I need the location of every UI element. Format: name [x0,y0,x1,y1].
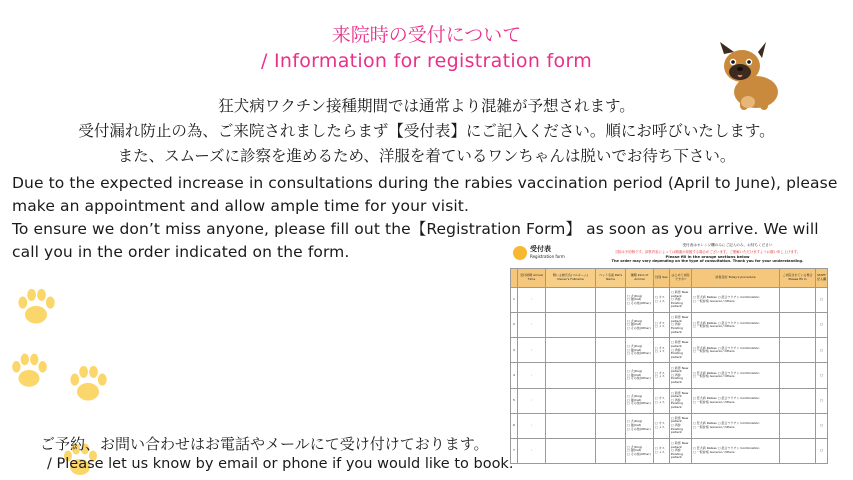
form-cell [596,363,626,388]
form-cell: 4 [511,363,518,388]
form-option: □ メス [655,449,665,454]
form-option: □ 猫(Cat) [627,297,642,302]
form-cell [780,438,816,463]
form-option: □ 狂犬病 Rabies □ 混合ワクチン Combination [693,396,760,401]
jp-notice-line-3: また、スムーズに診察を進めるため、洋服を着ているワンちゃんは脱いでお待ち下さい。 [117,147,736,165]
form-cell [692,313,780,338]
form-option: □ 狂犬病 Rabies □ 混合ワクチン Combination [693,421,760,426]
form-cell [546,438,596,463]
form-cell: □ [816,388,828,413]
form-cell [670,438,692,463]
form-option: □ メス [655,374,665,379]
form-row [511,288,828,313]
footer-japanese: ご予約、お問い合わせはお電話やメールにて受け付けております。 [40,435,489,453]
form-cell [670,413,692,438]
form-option: □ 一般診察 General / Others [693,374,735,379]
form-cell: : [518,388,546,413]
form-cell [692,388,780,413]
form-option: □ 新患 New patient [671,415,689,424]
form-option: □ 再診 Existing patient [671,322,683,334]
form-option: □ 新患 New patient [671,390,689,399]
form-cell: : [518,288,546,313]
form-option: □ その他(Other) [627,401,651,406]
form-cell [692,338,780,363]
form-row [511,313,828,338]
form-cell [626,313,654,338]
form-option: □ 狂犬病 Rabies □ 混合ワクチン Combination [693,345,760,350]
form-cell: □ [816,313,828,338]
form-cell [692,363,780,388]
form-option: □ 狂犬病 Rabies □ 混合ワクチン Combination [693,370,760,375]
form-cell [654,438,670,463]
form-cell [670,288,692,313]
form-header-3: ペット名前 Pet's Name [596,269,626,288]
form-row [511,438,828,463]
form-option: □ メス [655,399,665,404]
form-cell: □ [816,438,828,463]
form-option: □ 猫(Cat) [627,372,642,377]
form-option: □ 猫(Cat) [627,322,642,327]
form-option: □ 再診 Existing patient [671,372,683,384]
form-option: □ 一般診察 General / Others [693,424,735,429]
form-option: □ その他(Other) [627,351,651,356]
form-cell: : [518,438,546,463]
form-option: □ 再診 Existing patient [671,297,683,309]
form-option: □ 再診 Existing patient [671,448,683,460]
form-option: □ オス [655,370,665,375]
form-header-5: 性別 Sex [654,269,670,288]
form-option: □ 一般診察 General / Others [693,349,735,354]
form-cell [546,388,596,413]
form-option: □ 新患 New patient [671,290,689,298]
form-title: 受付表 [530,245,551,253]
form-cell [780,313,816,338]
form-header-2: 飼い主様氏名(フルネーム) Owner's Fullname [546,269,596,288]
form-option: □ メス [655,424,665,429]
form-cell: 5 [511,388,518,413]
form-option: □ 狂犬病 Rabies □ 混合ワクチン Combination [693,295,760,300]
form-cell [692,438,780,463]
form-cell: : [518,413,546,438]
form-cell [654,288,670,313]
jp-notice-line-2: 受付漏れ防止の為、ご来院されましたらまず【受付表】にご記入ください。順にお呼びいたします。 [78,122,775,140]
en-notice-paragraph-1: Due to the expected increase in consultations during the rabies vaccination period (April to June), please make an appointment and allow ample time for your visit. [12,174,838,215]
paw-print-icon [66,362,110,406]
form-cell: 7 [511,438,518,463]
clinic-logo-icon [513,246,527,260]
form-option: □ オス [655,446,665,451]
form-option: □ 猫(Cat) [627,347,642,352]
paw-print-icon [14,285,58,329]
form-cell [596,338,626,363]
form-option: □ 狂犬病 Rabies □ 混合ワクチン Combination [693,446,760,451]
form-cell [546,338,596,363]
form-cell: 1 [511,288,518,313]
form-cell: □ [816,413,828,438]
form-cell [670,338,692,363]
form-row [511,338,828,363]
form-option: □ 犬(Dog) [627,369,643,374]
form-cell [626,438,654,463]
form-option: □ メス [655,349,665,354]
form-cell [692,288,780,313]
form-cell [692,413,780,438]
form-cell [596,288,626,313]
form-option: □ その他(Other) [627,376,651,381]
form-row [511,363,828,388]
form-cell [546,313,596,338]
form-option: □ 新患 New patient [671,315,689,323]
form-header-6: はじめて来院ですか? [670,269,692,288]
form-option: □ 犬(Dog) [627,444,643,449]
form-cell [780,288,816,313]
form-cell [670,313,692,338]
form-cell [626,413,654,438]
form-cell [546,288,596,313]
form-option: □ 狂犬病 Rabies □ 混合ワクチン Combination [693,320,760,325]
form-cell [596,413,626,438]
form-cell: 2 [511,313,518,338]
form-cell [670,388,692,413]
form-header-9: STAFF 記入欄 [816,269,828,288]
paw-print-icon [8,350,50,392]
form-option: □ メス [655,324,665,329]
form-option: □ 新患 New patient [671,340,689,348]
en-notice-paragraph-2: To ensure we don’t miss anyone, please fill out the【Registration Form】 as soon as you arrive. We will call you in the order indicated on the form. [12,220,819,261]
form-cell: 3 [511,338,518,363]
form-cell [626,388,654,413]
form-header-1: 受付時間 Arrival Time [518,269,546,288]
form-note-en-1: Please fill in the orange sections below [665,254,750,259]
form-option: □ オス [655,320,665,325]
form-cell [654,338,670,363]
form-cell [596,438,626,463]
form-option: □ 再診 Existing patient [671,422,683,435]
form-option: □ 犬(Dog) [627,293,643,298]
jp-notice-line-1: 狂犬病ワクチン接種期間では通常より混雑が予想されます。 [218,97,635,115]
form-header-4: 種類 Kind of Animal [626,269,654,288]
form-cell [626,363,654,388]
form-cell [626,338,654,363]
form-note-en-2: The order may vary depending on the type of consultation. Thank you for your understanding. [611,259,804,263]
form-cell: □ [816,288,828,313]
form-option: □ その他(Other) [627,451,651,456]
form-header-7: 診察目的 Today's procedure [692,269,780,288]
form-option: □ 再診 Existing patient [671,347,683,359]
form-row [511,388,828,413]
footer-english: / Please let us know by email or phone if you would like to book. [47,456,514,472]
form-cell: □ [816,338,828,363]
form-cell: : [518,313,546,338]
form-cell [546,363,596,388]
form-cell [596,388,626,413]
form-cell: : [518,338,546,363]
form-option: □ 猫(Cat) [627,397,642,402]
form-option: □ オス [655,345,665,350]
form-cell [626,288,654,313]
form-cell [654,363,670,388]
form-cell [780,338,816,363]
form-option: □ その他(Other) [627,326,651,330]
form-option: □ 再診 Existing patient [671,397,683,410]
form-option: □ 猫(Cat) [627,448,642,453]
form-option: □ オス [655,396,665,401]
form-header-8: ご来院されている場合 Please fill in [780,269,816,288]
form-cell [596,313,626,338]
form-option: □ 猫(Cat) [627,422,642,427]
form-option: □ 一般診察 General / Others [693,449,735,454]
form-cell [780,413,816,438]
form-note-jp: 受付表はオレンジ欄のみにご記入のみ、お待ちください [682,243,773,247]
form-cell: 6 [511,413,518,438]
form-cell [654,413,670,438]
form-cell: : [518,363,546,388]
form-option: □ オス [655,295,665,300]
form-option: □ 一般診察 General / Others [693,299,735,304]
form-cell [780,388,816,413]
form-option: □ その他(Other) [627,426,651,431]
form-option: □ その他(Other) [627,300,651,305]
title-japanese: 来院時の受付について [331,24,522,46]
form-option: □ 犬(Dog) [627,318,643,323]
registration-form-table [510,268,828,464]
form-option: □ 新患 New patient [671,365,689,374]
form-option: □ オス [655,421,665,426]
form-row [511,413,828,438]
form-option: □ 新患 New patient [671,440,689,449]
form-cell [654,388,670,413]
form-cell [670,363,692,388]
form-cell: □ [816,363,828,388]
form-option: □ 犬(Dog) [627,394,643,399]
form-note-red: 当院は予約制です。診察内容によっては順番が前後する場合がございます。ご理解いただけますようお願い申し上げます。 [614,250,801,254]
form-option: □ 一般診察 General / Others [693,324,735,329]
title-english: / Information for registration form [260,50,593,72]
form-option: □ メス [655,299,665,304]
form-cell [780,363,816,388]
form-option: □ 犬(Dog) [627,343,643,348]
form-option: □ 犬(Dog) [627,419,643,424]
form-header-index [511,269,518,288]
form-cell [654,313,670,338]
form-cell [546,413,596,438]
form-subtitle: Registration form [530,254,565,259]
form-option: □ 一般診察 General / Others [693,399,735,404]
